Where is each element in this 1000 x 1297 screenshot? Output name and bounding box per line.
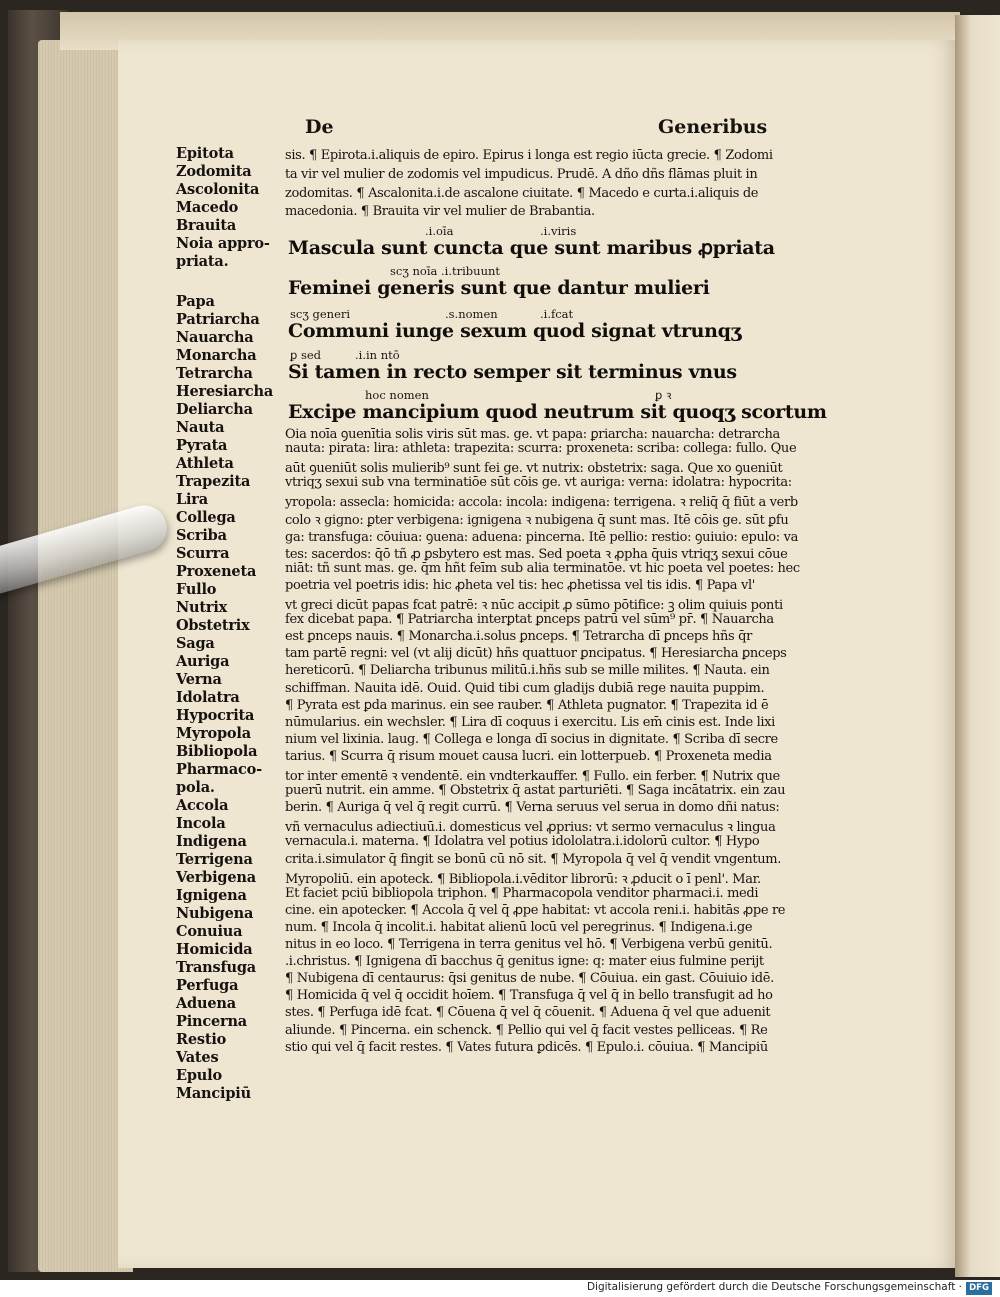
- margin-term: Bibliopola: [176, 743, 258, 760]
- margin-term: Epitota: [176, 145, 234, 162]
- commentary-line: hereticorū. ¶ Deliarcha tribunus militū.i.hñs sub se mille milites. ¶ Nauta. ein: [285, 663, 770, 678]
- margin-term: Pharmaco-: [176, 761, 262, 778]
- verse-gloss: .s.nomen: [445, 307, 498, 321]
- verse-line: Si tamen in recto semper sit terminus vnus: [288, 361, 737, 383]
- commentary-line: num. ¶ Incola q̄ incolit.i. habitat alienū locū vel peregrinus. ¶ Indigena.i.ge: [285, 920, 753, 935]
- margin-term: Proxeneta: [176, 563, 257, 580]
- margin-term: Terrigena: [176, 851, 253, 868]
- commentary-line: ¶ Pyrata est ꝑda marinus. ein see rauber. ¶ Athleta pugnator. ¶ Trapezita id ē: [285, 698, 769, 713]
- verse-line: Mascula sunt cuncta que sunt maribus ꝓpriata: [288, 237, 775, 259]
- margin-term: Pyrata: [176, 437, 228, 454]
- margin-term: Monarcha: [176, 347, 257, 364]
- margin-term: Trapezita: [176, 473, 251, 490]
- commentary-line: tes: sacerdos: q̄ō tñ ꝓ ꝑsbytero est mas. Sed poeta ꝛ ꝓpha q̄uis vtriqʒ sexui cōue: [285, 547, 788, 562]
- commentary-line: ¶ Homicida q̄ vel q̄ occidit hoīem. ¶ Transfuga q̄ vel q̄ in bello transfugit ad ho: [285, 988, 773, 1003]
- margin-term: Accola: [176, 797, 229, 814]
- commentary-line: stes. ¶ Perfuga idē fcat. ¶ Cōuena q̄ vel q̄ cōuenit. ¶ Aduena q̄ vel que aduenit: [285, 1005, 771, 1020]
- commentary-line: tam partē regni: vel (vt alij dicūt) hñs quattuor ꝑncipatus. ¶ Heresiarcha ꝑnceps: [285, 646, 787, 661]
- commentary-line: nium vel lixinia. laug. ¶ Collega e longa dī socius in dignitate. ¶ Scriba dī secre: [285, 732, 778, 747]
- verse-gloss: hoc nomen: [365, 388, 429, 402]
- margin-term: Macedo: [176, 199, 239, 216]
- commentary-line: nūmularius. ein wechsler. ¶ Lira dī coquus i exercitu. Lis em̄ cinis est. Inde lixi: [285, 715, 775, 730]
- margin-term: Restio: [176, 1031, 227, 1048]
- margin-term: Transfuga: [176, 959, 256, 976]
- margin-term: Conuiua: [176, 923, 243, 940]
- commentary-line: vtriqʒ sexui sub vna terminatiōe sūt cōis ge. vt auriga: verna: idolatra: hypocrita:: [285, 475, 792, 490]
- margin-term: Auriga: [176, 653, 230, 670]
- verse-gloss: scʒ noīa .i.tribuunt: [390, 264, 500, 278]
- commentary-line: nauta: pirata: lira: athleta: trapezita: scurra: proxeneta: scriba: collega: fullo. Que: [285, 441, 797, 456]
- verse-gloss: .i.in ntō: [355, 348, 400, 362]
- margin-term: Idolatra: [176, 689, 240, 706]
- footer-bar: [0, 1280, 1000, 1297]
- facing-page-edge: [955, 15, 1000, 1277]
- margin-term: Mancipiū: [176, 1085, 251, 1102]
- commentary-line: schiffman. Nauita idē. Ouid. Quid tibi cum gladijs dubiā rege nauita puppim.: [285, 681, 765, 696]
- margin-term: Scurra: [176, 545, 230, 562]
- commentary-line: yropola: assecla: homicida: accola: incola: indigena: terrigena. ꝛ reliq̄ q̄ fiūt a verb: [285, 495, 798, 510]
- verse-line: Feminei generis sunt que dantur mulieri: [288, 277, 710, 299]
- commentary-line: cine. ein apotecker. ¶ Accola q̄ vel q̄ ꝓpe habitat: vt accola reni.i. habitās ꝓpe re: [285, 903, 786, 918]
- verse-line: Communi iunge sexum quod signat vtrunqʒ: [288, 320, 742, 342]
- margin-term: Nutrix: [176, 599, 228, 616]
- margin-term: Hypocrita: [176, 707, 255, 724]
- margin-term: Zodomita: [176, 163, 252, 180]
- verse-gloss: ꝑ ꝛ: [655, 388, 672, 402]
- margin-term: Pincerna: [176, 1013, 247, 1030]
- margin-term: Myropola: [176, 725, 251, 742]
- commentary-line: Oia noīa ꝯuenītia solis viris sūt mas. ge. vt papa: ꝑriarcha: nauarcha: detrarcha: [285, 427, 780, 442]
- margin-term: Vates: [176, 1049, 219, 1066]
- margin-term: Scriba: [176, 527, 227, 544]
- margin-term: Papa: [176, 293, 215, 310]
- commentary-line: stio qui vel q̄ facit restes. ¶ Vates futura ꝑdicēs. ¶ Epulo.i. cōuiua. ¶ Mancipiū: [285, 1040, 768, 1055]
- margin-term: pola.: [176, 779, 215, 796]
- footer-credit: Digitalisierung gefördert durch die Deutsche Forschungsgemeinschaft ·: [586, 1281, 962, 1293]
- commentary-line: poetria vel poetris idis: hic ꝓheta vel tis: hec ꝓhetissa vel tis idis. ¶ Papa vl': [285, 578, 755, 593]
- margin-term: Verna: [176, 671, 222, 688]
- body-line: zodomitas. ¶ Ascalonita.i.de ascalone ciuitate. ¶ Macedo e curta.i.aliquis de: [285, 186, 759, 201]
- margin-term: Ascolonita: [176, 181, 260, 198]
- commentary-line: vt greci dicūt papas fcat patrē: ꝛ nūc accipit ꝓ sūmo pōtifice: ꝫ olim quiuis ponti: [285, 598, 783, 613]
- margin-term: Saga: [176, 635, 215, 652]
- dfg-logo: DFG: [966, 1282, 992, 1295]
- margin-term: Patriarcha: [176, 311, 260, 328]
- commentary-line: niāt: tñ sunt mas. ge. q̄m hñt feīm sub alia terminatōe. vt hic poeta vel poetes: hec: [285, 561, 800, 576]
- margin-term: Perfuga: [176, 977, 239, 994]
- commentary-line: tor inter ementē ꝛ vendentē. ein vndterkauffer. ¶ Fullo. ein ferber. ¶ Nutrix que: [285, 769, 780, 784]
- commentary-line: vñ vernaculus adiectiuū.i. domesticus vel ꝓprius: vt sermo vernaculus ꝛ lingua: [285, 820, 776, 835]
- commentary-line: est ꝑnceps nauis. ¶ Monarcha.i.solus ꝑnceps. ¶ Tetrarcha dī ꝑnceps hñs q̄r: [285, 629, 752, 644]
- commentary-line: aliunde. ¶ Pincerna. ein schenck. ¶ Pellio qui vel q̄ facit vestes pelliceas. ¶ Re: [285, 1023, 768, 1038]
- margin-term: Verbigena: [176, 869, 256, 886]
- margin-term: Nauarcha: [176, 329, 254, 346]
- commentary-line: Et faciet pciū bibliopola triphon. ¶ Pharmacopola venditor pharmaci.i. medi: [285, 886, 759, 901]
- commentary-line: aūt ꝯueniūt solis mulierib⁹ sunt fei ge. vt nutrix: obstetrix: saga. Que xo ꝯueniūt: [285, 461, 783, 476]
- body-line: macedonia. ¶ Brauita vir vel mulier de Brabantia.: [285, 204, 595, 219]
- margin-term: Deliarcha: [176, 401, 253, 418]
- margin-term: Athleta: [176, 455, 234, 472]
- verse-gloss: ꝑ sed: [290, 348, 322, 362]
- margin-term: Nauta: [176, 419, 225, 436]
- commentary-line: berin. ¶ Auriga q̄ vel q̄ regit currū. ¶ Verna seruus vel serua in domo dñi natus:: [285, 800, 780, 815]
- margin-term: Collega: [176, 509, 236, 526]
- body-line: ta vir vel mulier de zodomis vel impudicus. Prudē. A dño dñs flāmas pluit in: [285, 167, 758, 182]
- commentary-line: fex dicebat papa. ¶ Patriarcha interꝑtat ꝑnceps patrū vel sūm⁹ pr̄. ¶ Nauarcha: [285, 612, 774, 627]
- margin-term: Noia appro-: [176, 235, 270, 252]
- margin-term: Aduena: [176, 995, 236, 1012]
- margin-term: Homicida: [176, 941, 253, 958]
- margin-term: Obstetrix: [176, 617, 250, 634]
- margin-term: Indigena: [176, 833, 247, 850]
- margin-term: Lira: [176, 491, 208, 508]
- margin-term: Tetrarcha: [176, 365, 253, 382]
- commentary-line: nitus in eo loco. ¶ Terrigena in terra genitus vel hō. ¶ Verbigena verbū genitū.: [285, 937, 773, 952]
- margin-term: priata.: [176, 253, 229, 270]
- commentary-line: .i.christus. ¶ Ignigena dī bacchus q̄ genitus igne: q: mater eius fulmine perijt: [285, 954, 764, 969]
- margin-term: Nubigena: [176, 905, 254, 922]
- commentary-line: vernacula.i. materna. ¶ Idolatra vel potius idololatra.i.idolorū cultor. ¶ Hypo: [285, 834, 760, 849]
- commentary-line: Myropoliū. ein apoteck. ¶ Bibliopola.i.vēditor librorū: ꝛ ꝓducit o ī penl'. Mar.: [285, 872, 761, 887]
- margin-term: Heresiarcha: [176, 383, 274, 400]
- body-line: sis. ¶ Epirota.i.aliquis de epiro. Epirus i longa est regio iūcta grecie. ¶ Zodomi: [285, 148, 773, 163]
- margin-term: Incola: [176, 815, 226, 832]
- verse-gloss: .i.fcat: [540, 307, 574, 321]
- commentary-line: colo ꝛ gigno: ꝑter verbigena: ignigena ꝛ nubigena q̄ sunt mas. Itē cōis ge. sūt ꝑfu: [285, 513, 789, 528]
- commentary-line: ¶ Nubigena dī centaurus: q̄si genitus de nube. ¶ Cōuiua. ein gast. Cōuiuio idē.: [285, 971, 774, 986]
- commentary-line: crita.i.simulator q̄ fingit se bonū cū nō sit. ¶ Myropola q̄ vel q̄ vendit vngentum.: [285, 852, 782, 867]
- verse-gloss: scʒ generi: [290, 307, 351, 321]
- commentary-line: ga: transfuga: cōuiua: ꝯuena: aduena: pincerna. Itē pellio: restio: ꝯuiuio: epulo: va: [285, 530, 798, 545]
- verse-gloss: .i.oīa: [425, 224, 454, 238]
- commentary-line: tarius. ¶ Scurra q̄ risum mouet causa lucri. ein lotterpueb. ¶ Proxeneta media: [285, 749, 772, 764]
- commentary-line: puerū nutrit. ein amme. ¶ Obstetrix q̄ astat parturiēti. ¶ Saga incātatrix. ein zau: [285, 783, 786, 798]
- margin-term: Epulo: [176, 1067, 222, 1084]
- running-head-left: De: [305, 116, 334, 138]
- verse-gloss: .i.viris: [540, 224, 577, 238]
- margin-term: Fullo: [176, 581, 217, 598]
- running-head-right: Generibus: [658, 116, 768, 138]
- margin-term: Brauita: [176, 217, 237, 234]
- verse-line: Excipe mancipium quod neutrum sit quoqʒ scortum: [288, 401, 827, 423]
- margin-term: Ignigena: [176, 887, 247, 904]
